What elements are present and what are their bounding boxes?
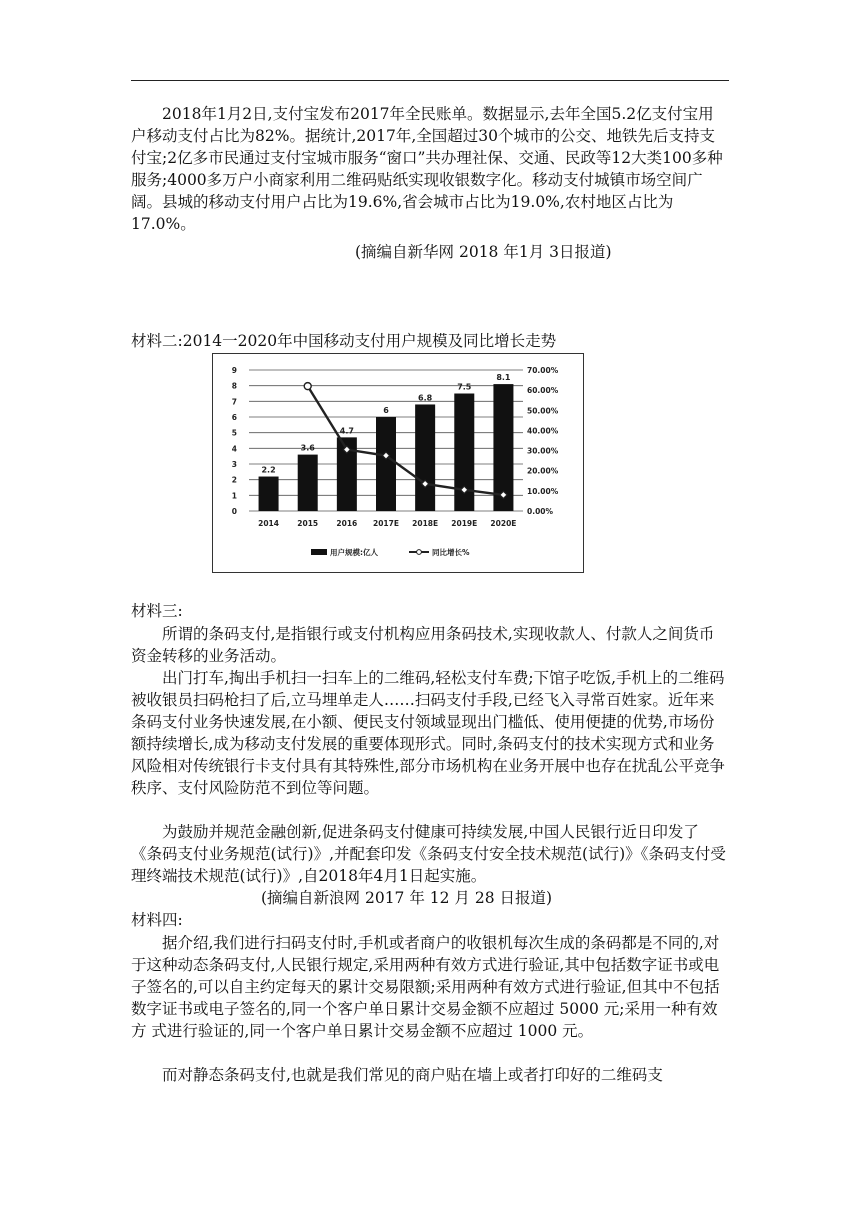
- y-left-tick-label: 6: [231, 413, 237, 422]
- material3-label: 材料三:: [131, 602, 183, 620]
- y-left-tick-label: 2: [231, 475, 237, 485]
- bar: [376, 417, 396, 511]
- bar-data-label: 4.7: [339, 426, 354, 436]
- material2-heading: 材料二:2014一2020年中国移动支付用户规模及同比增长走势: [131, 332, 557, 350]
- material3-source: (摘编自新浪网 2017 年 12 月 28 日报道): [261, 889, 553, 907]
- bar: [259, 477, 279, 511]
- x-tick-label: 2019E: [451, 519, 478, 528]
- legend-line-marker: [417, 550, 422, 555]
- y-right-tick-label: 30.00%: [527, 446, 559, 456]
- y-right-tick-label: 70.00%: [527, 366, 559, 375]
- x-tick-label: 2014: [258, 519, 280, 528]
- bar-data-label: 3.6: [300, 443, 315, 453]
- y-right-tick-label: 40.00%: [527, 426, 559, 436]
- y-right-tick-label: 10.00%: [527, 486, 559, 496]
- material1-source: (摘编自新华网 2018 年1月 3日报道): [355, 243, 612, 261]
- x-tick-label: 2015: [297, 519, 319, 528]
- legend-line-label: 同比增长%: [432, 548, 470, 557]
- bar-data-label: 8.1: [496, 373, 511, 383]
- legend-bar-swatch: [311, 549, 327, 555]
- y-right-tick-label: 20.00%: [527, 466, 559, 476]
- material3-p1: 所谓的条码支付,是指银行或支付机构应用条码技术,实现收款人、付款人之间货币资金转移的业务活动。: [131, 625, 715, 665]
- x-tick-label: 2020E: [490, 519, 517, 528]
- y-left-tick-label: 3: [231, 460, 237, 469]
- bar-data-label: 6.8: [418, 393, 433, 403]
- y-right-tick-label: 0.00%: [527, 507, 554, 516]
- material1-paragraph: 2018年1月2日,支付宝发布2017年全民账单。数据显示,去年全国5.2亿支付宝用户移动支付占比为82%。据统计,2017年,全国超过30个城市的公交、地铁先后支持支付宝;2亿多市民通过支付宝城市服务“窗口”共办理社保、交通、民政等12大类100多种服务;4000多万户小商家利用二维码贴纸实现收银数字化。移动支付城镇市场空间广阔。县城的移动支付用户占比为19.6%,省会城市占比为19.0%,农村地区占比为17.0%。: [131, 105, 723, 233]
- header-rule: [131, 80, 729, 81]
- material3-p3: 为鼓励并规范金融创新,促进条码支付健康可持续发展,中国人民银行近日印发了《条码支付业务规范(试行)》,并配套印发《条码支付安全技术规范(试行)》《条码支付受理终端技术规范(试行)》,自2018年4月1日起实施。: [131, 823, 726, 885]
- y-left-tick-label: 8: [231, 381, 237, 391]
- y-left-tick-label: 5: [231, 428, 237, 438]
- legend-bar-label: 用户规模:亿人: [330, 548, 378, 557]
- chart-svg: [213, 354, 583, 572]
- bar: [298, 455, 318, 511]
- y-left-tick-label: 4: [231, 444, 237, 454]
- material3-p2: 出门打车,掏出手机扫一扫车上的二维码,轻松支付车费;下馆子吃饭,手机上的二维码被收银员扫码枪扫了后,立马埋单走人……扫码支付手段,已经飞入寻常百姓家。近年来条码支付业务快速发展,在小额、便民支付领域显现出门槛低、使用便捷的优势,市场份额持续增长,成为移动支付发展的重要体现形式。同时,条码支付的技术实现方式和业务风险相对传统银行卡支付具有其特殊性,部分市场机构在业务开展中也存在扰乱公平竞争秩序、支付风险防范不到位等问题。: [131, 669, 725, 797]
- bar-data-label: 6: [383, 406, 389, 415]
- y-left-tick-label: 7: [231, 397, 237, 407]
- bar-data-label: 7.5: [457, 382, 472, 392]
- x-tick-label: 2017E: [373, 519, 399, 528]
- mobile-payment-chart: [212, 353, 584, 573]
- y-left-tick-label: 0: [231, 507, 237, 516]
- material4-p1: 据介绍,我们进行扫码支付时,手机或者商户的收银机每次生成的条码都是不同的,对于这种动态条码支付,人民银行规定,采用两种有效方式进行验证,其中包括数字证书或电子签名的,可以自主约定每天的累计交易限额;采用两种有效方式进行验证,但其中不包括数字证书或电子签名的,同一个客户单日累计交易金额不应超过 5000 元;采用一种有效方 式进行验证的,同一个客户单日累计交易金额不应超过 1000 元。: [131, 934, 720, 1040]
- x-tick-label: 2016: [336, 519, 358, 528]
- bar: [415, 404, 435, 511]
- y-left-tick-label: 1: [231, 491, 237, 501]
- y-left-tick-label: 9: [231, 366, 237, 375]
- material4-p2: 而对静态条码支付,也就是我们常见的商户贴在墙上或者打印好的二维码支: [162, 1066, 663, 1084]
- y-right-tick-label: 50.00%: [527, 406, 559, 416]
- material4-label: 材料四:: [131, 911, 183, 929]
- growth-point: [304, 383, 311, 390]
- x-tick-label: 2018E: [412, 519, 439, 528]
- bar-data-label: 2.2: [261, 465, 276, 475]
- y-right-tick-label: 60.00%: [527, 386, 559, 396]
